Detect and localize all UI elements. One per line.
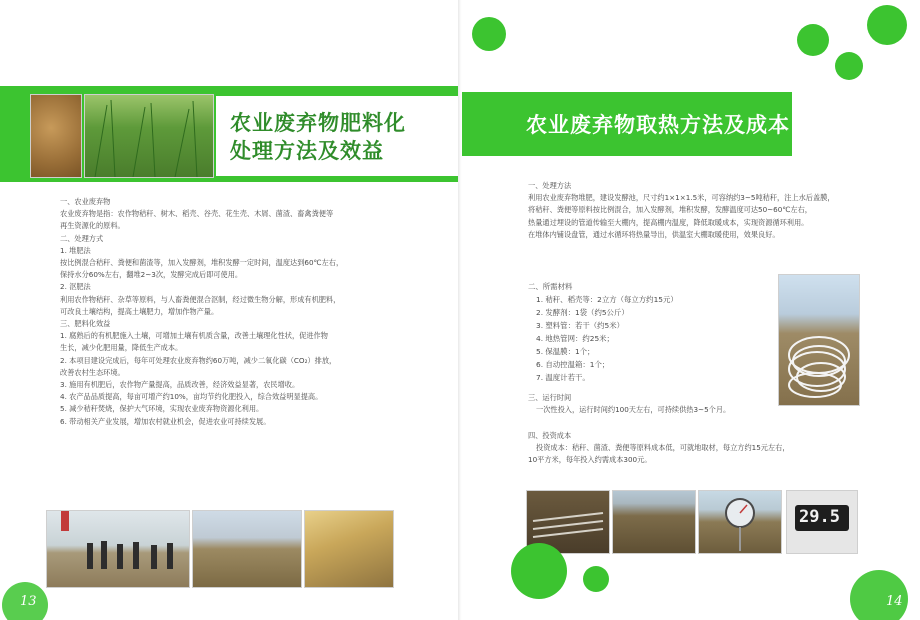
left-line: 生长，减少化肥用量，降低生产成本。 (60, 343, 183, 353)
left-heading-3: 三、肥料化效益 (60, 319, 111, 329)
page-title-line1: 农业废弃物肥料化 (230, 111, 406, 135)
section-process (528, 180, 878, 241)
section-line: 热量通过埋设的管道传输至大棚内，提高棚内温度，降低取暖成本，实现资源循环利用。 (528, 217, 809, 227)
people-figures (47, 511, 189, 587)
deco-circle (583, 566, 609, 592)
deco-circle (835, 52, 863, 80)
rice-field-photo (84, 94, 214, 178)
field-visit-photo (46, 510, 190, 588)
compost-photo (30, 94, 82, 178)
temperature-reading: 29.5 (799, 507, 840, 527)
deco-circle (867, 5, 907, 45)
digital-thermometer-photo (786, 490, 858, 554)
page-number-right: 14 (886, 594, 903, 609)
section-line: 利用农业废弃物堆肥，建设发酵池，尺寸约1×1×1.5米，可容纳约3~5吨秸秆，注上水后盖膜， (528, 193, 835, 203)
left-heading-1: 一、农业废弃物 (60, 197, 111, 206)
material-item: 6. 自动控温箱：1个； (536, 360, 610, 369)
material-item: 2. 发酵剂：1袋（约5公斤） (536, 308, 629, 317)
left-line: 利用农作物秸秆、杂草等原料，与人畜粪便混合沤制，经过微生物分解，形成有机肥料， (60, 294, 341, 304)
material-item: 4. 地热管网：约25米； (536, 334, 614, 343)
material-item: 1. 秸秆、稻壳等：2立方（每立方约15元） (536, 295, 678, 304)
left-line: 再生资源化的原料。 (60, 221, 125, 231)
title-box (216, 96, 458, 176)
left-line: 保持水分60%左右，翻堆2~3次，发酵完成后即可使用。 (60, 270, 243, 280)
section-heading: 二、所需材料 (528, 282, 573, 291)
material-item: 3. 塑料管：若干（约5米） (536, 321, 625, 330)
covered-field-photo (612, 490, 696, 554)
right-page (462, 0, 920, 620)
pipe-coils (779, 275, 859, 405)
left-subheading: 1. 堆肥法 (60, 245, 91, 255)
deco-circle (472, 17, 506, 51)
left-line: 农业废弃物是指：农作物秸秆、树木、稻壳、谷壳、花生壳、木屑、菌渣、畜禽粪便等 (60, 209, 334, 219)
section-line: 在堆体内铺设盘管，通过水循环将热量导出，供温室大棚取暖使用，效果良好。 (528, 229, 780, 239)
material-item: 7. 温度计若干。 (536, 373, 590, 382)
straw-closeup-photo (304, 510, 394, 588)
rice-blades (85, 95, 213, 177)
left-line: 1. 腐熟后的有机肥施入土壤，可增加土壤有机质含量，改善土壤理化性状，促进作物 (60, 331, 328, 341)
page-number-left: 13 (20, 594, 37, 609)
page-title: 农业废弃物取热方法及成本 (526, 113, 790, 137)
left-line: 按比例混合秸秆、粪便和菌渣等，加入发酵剂，堆积发酵一定时间，温度达到60℃左右， (60, 258, 344, 268)
section-heading: 一、处理方法 (528, 181, 572, 190)
section-line: 投资成本：秸秆、菌渣、粪便等原料成本低，可就地取材，每立方约15元左右， (536, 443, 790, 453)
section-line: 将秸秆、粪便等原料按比例混合，加入发酵剂，堆积发酵，发酵温度可达50~60℃左右， (528, 205, 812, 215)
section-heading: 三、运行时间 (528, 393, 572, 402)
left-line: 改善农村生态环境。 (60, 367, 125, 377)
section-line: 一次性投入，运行时间约100天左右，可持续供热3~5个月。 (536, 405, 731, 415)
thermometer-photo (698, 490, 782, 554)
section-line: 10平方米，每年投入约需成本300元。 (528, 455, 652, 465)
deco-circle (511, 543, 567, 599)
left-line: 5. 减少秸秆焚烧，保护大气环境，实现农业废弃物资源化利用。 (60, 404, 264, 414)
straw-field-photo (192, 510, 302, 588)
section-cost (528, 430, 868, 467)
left-body (60, 196, 405, 428)
section-runtime (528, 392, 768, 416)
material-item: 5. 保温膜：1个； (536, 347, 595, 356)
left-line: 3. 施用有机肥后，农作物产量提高，品质改善，经济效益显著，农民增收。 (60, 380, 300, 390)
left-line: 2. 本项目建设完成后，每年可处理农业废弃物约60万吨，减少二氧化碳（CO₂）排放， (60, 355, 337, 365)
left-line: 6. 带动相关产业发展，增加农村就业机会，促进农业可持续发展。 (60, 416, 271, 426)
dial-thermometer (699, 491, 781, 553)
section-heading: 四、投资成本 (528, 431, 572, 440)
materials-list (528, 280, 678, 384)
left-line: 4. 农产品品质提高，每亩可增产约10%，亩均节约化肥投入，综合效益明显提高。 (60, 392, 323, 402)
left-subheading: 2. 沤肥法 (60, 282, 91, 292)
deco-circle (797, 24, 829, 56)
pipe-coil-photo (778, 274, 860, 406)
page-title-line2: 处理方法及效益 (230, 139, 384, 163)
left-heading-2: 二、处理方式 (60, 233, 104, 243)
left-line: 可改良土壤结构，提高土壤肥力，增加作物产量。 (60, 306, 219, 316)
